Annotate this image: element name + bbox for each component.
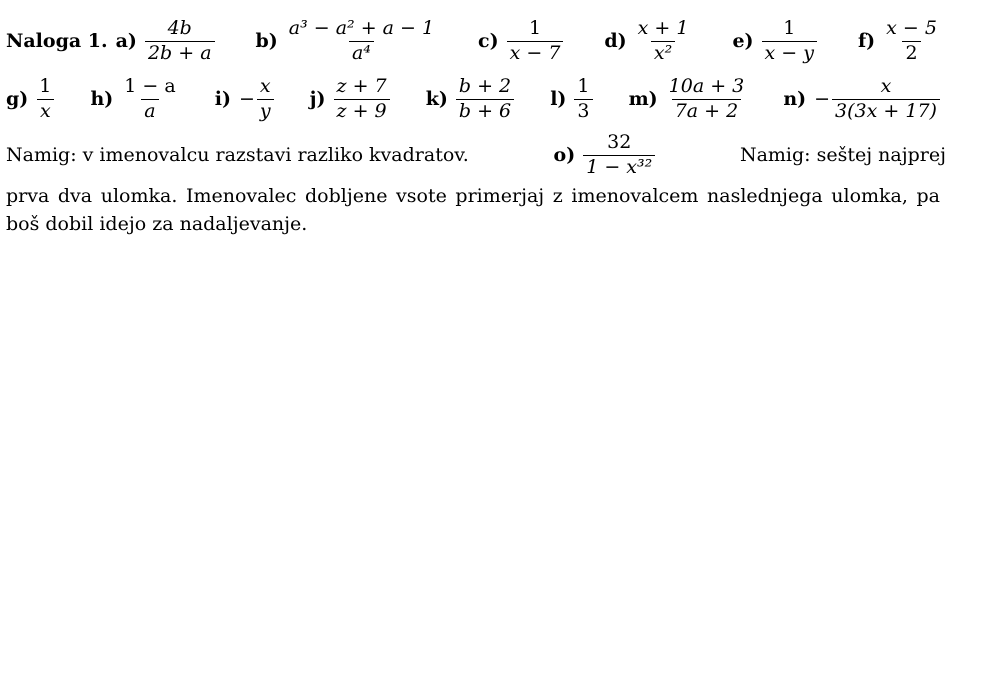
item-m-denominator: 7a + 2 [672,99,742,123]
item-a-denominator: 2b + a [145,41,215,65]
item-g [6,76,54,123]
item-a [6,18,215,65]
item-j [310,76,390,123]
item-d [604,18,691,65]
item-m-numerator: 10a + 3 [668,75,745,97]
item-i-denominator: y [257,99,274,123]
item-k-fraction [456,76,514,123]
item-j-label: j) [309,88,326,111]
item-e [732,18,817,65]
item-k-denominator: b + 6 [456,99,514,123]
exercise-row-2 [6,76,940,123]
item-h-numerator: 1 − a [124,75,176,97]
item-g-label: g) [6,88,29,111]
item-b-denominator: a⁴ [349,41,374,65]
item-n-numerator: x [880,75,892,97]
item-e-fraction [762,18,817,65]
item-k-label: k) [425,88,448,111]
item-c-numerator: 1 [528,17,542,39]
item-n-label: n) [783,88,807,111]
item-h-fraction [121,76,178,123]
item-j-denominator: z + 9 [334,99,390,123]
exercise-row-3 [6,132,946,179]
item-g-denominator: x [37,99,54,123]
item-b [255,18,437,65]
item-a-fraction [145,18,215,65]
item-o-fraction [583,132,655,179]
item-i-label: i) [214,88,231,111]
item-n-sign: − [814,88,831,111]
item-j-numerator: z + 7 [336,75,387,97]
item-d-numerator: x + 1 [637,17,689,39]
item-e-label: e) [732,30,754,53]
item-l-label: l) [550,88,567,111]
item-k [426,76,514,123]
item-m-label: m) [628,88,658,111]
item-l-denominator: 3 [574,99,592,123]
item-m [629,76,748,123]
item-f-numerator: x − 5 [886,17,937,39]
item-i [215,76,274,123]
item-c-denominator: x − 7 [507,41,564,65]
item-i-fraction [257,76,274,123]
item-b-label: b) [255,30,278,53]
exercise-row-1 [6,18,940,65]
item-d-label: d) [604,30,627,53]
item-c-label: c) [478,30,499,53]
item-e-numerator: 1 [783,17,796,39]
item-e-denominator: x − y [762,41,817,65]
item-g-fraction [36,76,54,123]
item-o-label: o) [553,144,576,167]
task-label: Naloga 1. [6,30,108,53]
item-o [554,132,656,179]
item-a-label: a) [115,30,137,53]
item-f-label: f) [857,30,876,53]
item-i-numerator: x [259,75,271,97]
item-o-numerator: 32 [607,131,632,153]
item-f-fraction [883,18,940,65]
item-d-denominator: x² [651,41,675,65]
item-a-numerator: 4b [167,17,192,39]
item-k-numerator: b + 2 [458,75,512,97]
item-l [550,76,592,123]
item-l-fraction [574,76,592,123]
hint-o-continuation: prva dva ulomka. Imenovalec dobljene vsote primerjaj z imenovalcem naslednjega ulomka, pa boš dobil idejo za nadaljevanje. [6,185,940,235]
item-b-numerator: a³ − a² + a − 1 [288,17,435,39]
item-n-denominator: 3(3x + 17) [832,99,940,123]
item-f [858,18,940,65]
item-m-fraction [666,76,748,123]
hint-n-text: Namig: v imenovalcu razstavi razliko kvadratov. [6,144,469,167]
hint-o-start: Namig: seštej najprej [739,144,946,167]
item-j-fraction [334,76,390,123]
item-h-label: h) [90,88,114,111]
item-g-numerator: 1 [39,75,52,97]
item-c-fraction [507,18,564,65]
item-f-denominator: 2 [902,41,920,65]
item-l-numerator: 1 [577,75,590,97]
item-d-fraction [635,18,692,65]
item-i-sign: − [238,88,255,111]
item-h-denominator: a [141,99,158,123]
item-h [90,76,178,123]
item-b-fraction [286,18,437,65]
item-n [783,76,940,123]
item-c [478,18,563,65]
item-o-denominator: 1 − x³² [583,155,655,179]
item-n-fraction [832,76,940,123]
